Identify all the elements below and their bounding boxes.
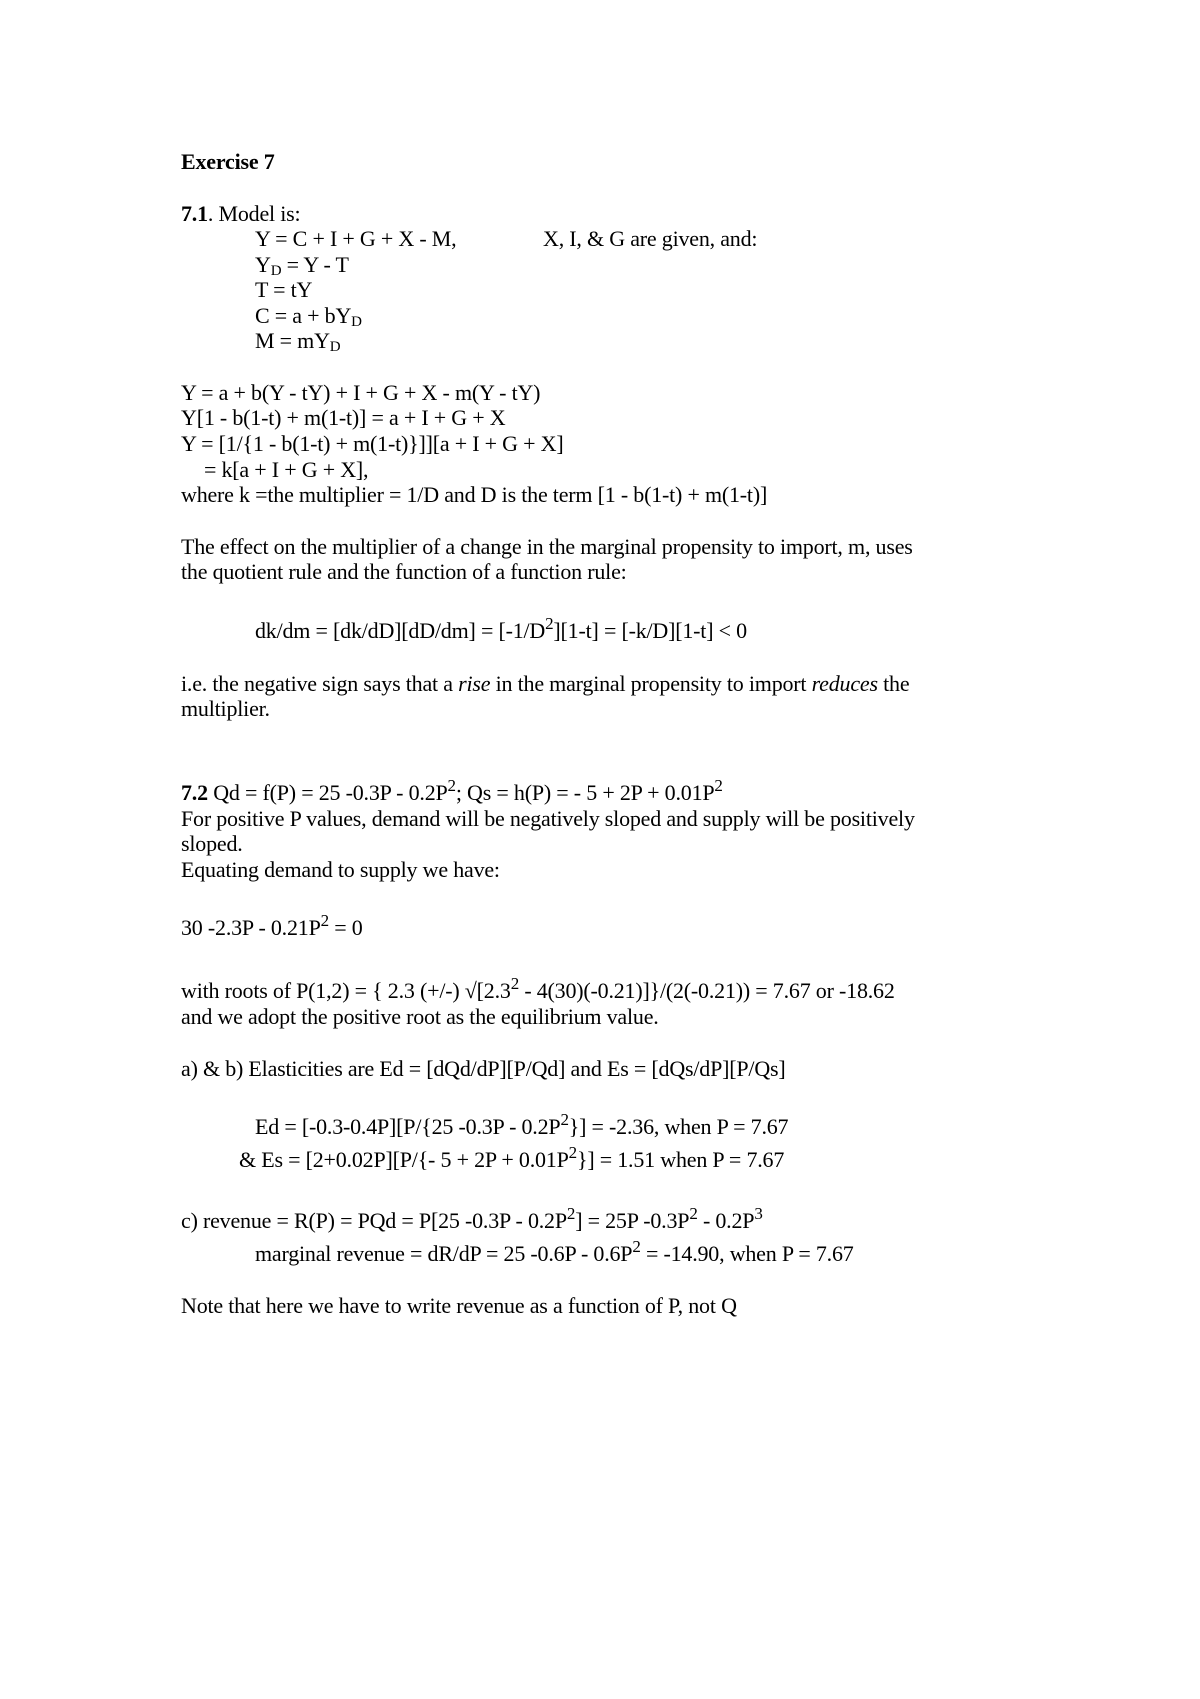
eq-text: - 4(30)(-0.21)]}/(2(-0.21)) = 7.67 or -18.62 <box>519 978 895 1003</box>
superscript: 2 <box>714 776 723 795</box>
section-7-1-intro <box>181 200 300 228</box>
text: i.e. the negative sign says that a <box>181 671 459 696</box>
eq-text: M = mY <box>255 328 330 353</box>
model-eq-1: Y = C + I + G + X - M, <box>255 226 457 251</box>
emphasis-rise: rise <box>458 671 491 696</box>
eq-text: 30 -2.3P - 0.21P <box>181 915 321 940</box>
superscript: 2 <box>545 614 554 633</box>
eq-text: }] = 1.51 when P = 7.67 <box>576 1147 785 1172</box>
text: in the marginal propensity to import <box>490 671 812 696</box>
revenue-equation <box>181 1204 763 1235</box>
eq-text: }] = -2.36, when P = 7.67 <box>568 1114 789 1139</box>
eq-text: - 0.2P <box>697 1208 755 1233</box>
derivation-line-1: Y = a + b(Y - tY) + I + G + X - m(Y - tY) <box>181 380 541 405</box>
derivation-line-5: where k =the multiplier = 1/D and D is the term [1 - b(1-t) + m(1-t)] <box>181 482 768 507</box>
subscript: D <box>329 339 341 355</box>
elasticities-line: a) & b) Elasticities are Ed = [dQd/dP][P/Qd] and Es = [dQs/dP][P/Qs] <box>181 1056 786 1081</box>
eq-text: marginal revenue = dR/dP = 25 -0.6P - 0.6P <box>255 1241 633 1266</box>
derivation-line-4: = k[a + I + G + X], <box>204 457 369 482</box>
model-eq-3: T = tY <box>255 277 313 302</box>
superscript: 2 <box>510 974 520 993</box>
dk-dm-equation <box>255 614 747 645</box>
eq-text: = -14.90, when P = 7.67 <box>640 1241 854 1266</box>
eq-text: dk/dm = [dk/dD][dD/dm] = [-1/D <box>255 618 546 643</box>
text: the <box>877 671 910 696</box>
subscript: D <box>270 263 282 279</box>
eq-text: = 0 <box>328 915 363 940</box>
roots-line <box>181 974 895 1005</box>
text-line: sloped. <box>181 831 243 856</box>
eq-text: & Es = [2+0.02P][P/{- 5 + 2P + 0.01P <box>239 1147 569 1172</box>
eq-text: c) revenue = R(P) = PQd = P[25 -0.3P - 0.2P <box>181 1208 567 1233</box>
superscript: 2 <box>632 1237 641 1256</box>
section-label: 7.1 <box>181 201 208 226</box>
exercise-title: Exercise 7 <box>181 149 275 174</box>
text-line: For positive P values, demand will be negatively sloped and supply will be positively <box>181 806 915 831</box>
derivation-line-3: Y = [1/{1 - b(1-t) + m(1-t)}]][a + I + G + X] <box>181 431 564 456</box>
superscript: 2 <box>320 911 329 930</box>
model-eq-5 <box>255 327 340 358</box>
paragraph-line-2: the quotient rule and the function of a function rule: <box>181 559 627 584</box>
emphasis-reduces: reduces <box>811 671 878 696</box>
text-line: and we adopt the positive root as the equilibrium value. <box>181 1004 659 1029</box>
given-note: X, I, & G are given, and: <box>543 226 758 251</box>
derivation-line-2: Y[1 - b(1-t) + m(1-t)] = a + I + G + X <box>181 405 506 430</box>
eq-text: C = a + bY <box>255 303 352 328</box>
closing-note: Note that here we have to write revenue as a function of P, not Q <box>181 1293 737 1318</box>
paragraph-line-1: The effect on the multiplier of a change in the marginal propensity to import, m, uses <box>181 534 913 559</box>
text-line: Equating demand to supply we have: <box>181 857 500 882</box>
superscript: 2 <box>568 1143 577 1162</box>
ed-equation <box>255 1110 789 1141</box>
ie-line-2: multiplier. <box>181 696 270 721</box>
superscript: 3 <box>754 1204 763 1223</box>
ie-line-1 <box>181 670 909 698</box>
intro-text: . Model is: <box>207 201 301 226</box>
eq-text: ][1-t] = [-k/D][1-t] < 0 <box>553 618 747 643</box>
eq-text: Ed = [-0.3-0.4P][P/{25 -0.3P - 0.2P <box>255 1114 561 1139</box>
superscript: 2 <box>560 1110 569 1129</box>
eq-text: = Y - T <box>281 252 349 277</box>
marginal-revenue-equation <box>255 1237 854 1268</box>
section-7-2-line <box>181 776 723 807</box>
eq-text: with roots of P(1,2) = { 2.3 (+/-) √[2.3 <box>181 978 511 1003</box>
superscript: 2 <box>689 1204 698 1223</box>
eq-text: ; Qs = h(P) = - 5 + 2P + 0.01P <box>455 780 715 805</box>
superscript: 2 <box>447 776 456 795</box>
es-equation <box>239 1143 785 1174</box>
superscript: 2 <box>566 1204 576 1223</box>
eq-text: Y <box>255 252 271 277</box>
eq-text: ] = 25P -0.3P <box>575 1208 690 1233</box>
eq-text: Qd = f(P) = 25 -0.3P - 0.2P <box>207 780 448 805</box>
equilibrium-equation <box>181 911 363 942</box>
section-label: 7.2 <box>181 780 208 805</box>
subscript: D <box>351 314 362 330</box>
